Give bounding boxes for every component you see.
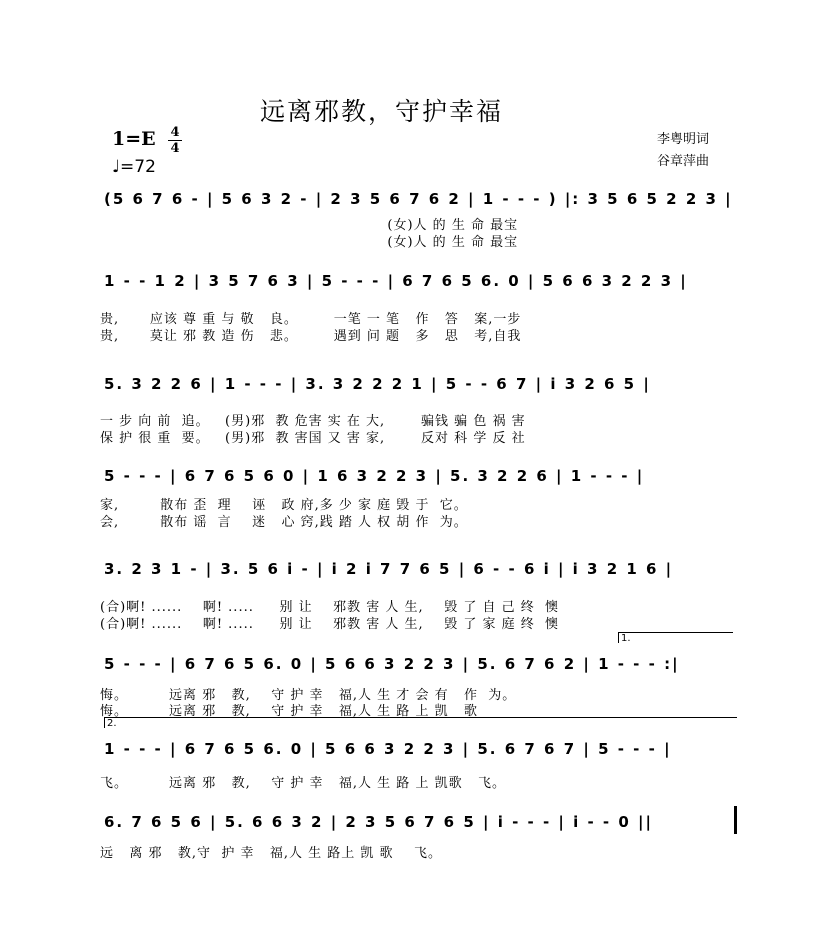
notation-line-3: 5. 3 2 2 6 | 1 - - - | 3. 3 2 2 2 1 | 5 - - 6 7 | i 3 2 6 5 | [104,375,651,393]
lyric-line-4b: 会, 散布 谣 言 迷 心 窍,践 踏 人 权 胡 作 为。 [100,515,468,530]
lyric-line-5a: (合)啊! ...... 啊! ..... 别 让 邪教 害 人 生, 毁 了 自 己 终 懊 [100,600,560,615]
lyric-line-4a: 家, 散布 歪 理 诬 政 府,多 少 家 庭 毁 于 它。 [100,498,468,513]
lyric-line-2a: 贵, 应该 尊 重 与 敬 良。 一笔 一 笔 作 答 案,一步 [100,312,522,327]
notation-line-4: 5 - - - | 6 7 6 5 6 0 | 1 6 3 2 2 3 | 5. 3 2 2 6 | 1 - - - | [104,467,645,485]
lyric-line-8a: 远 离 邪 教,守 护 幸 福,人 生 路上 凯 歌 飞。 [100,846,443,861]
lyric-line-6b: 悔。 远离 邪 教, 守 护 幸 福,人 生 路 上 凯 歌 [100,704,478,719]
lyric-line-5b: (合)啊! ...... 啊! ..... 别 让 邪教 害 人 生, 毁 了 家 庭 终 懊 [100,617,560,632]
lyric-line-2b: 贵, 莫让 邪 教 造 伤 悲。 遇到 问 题 多 思 考,自我 [100,329,522,344]
key-signature: 1=E [112,128,156,150]
notation-line-1: (5 6 7 6 - | 5 6 3 2 - | 2 3 5 6 7 6 2 | 1 - - - ) |: 3 5 6 5 2 2 3 | [104,190,733,208]
lyric-line-1b: (女)人 的 生 命 最宝 [100,235,519,250]
notation-line-6: 5 - - - | 6 7 6 5 6. 0 | 5 6 6 3 2 2 3 | 5. 6 7 6 2 | 1 - - - :| [104,655,680,673]
composer-credit: 谷章萍曲 [657,154,710,169]
lyric-line-3b: 保 护 很 重 要。 (男)邪 教 害国 又 害 家, 反对 科 学 反 社 [100,431,526,446]
lyric-line-3a: 一 步 向 前 追。 (男)邪 教 危害 实 在 大, 骗钱 骗 色 祸 害 [100,414,526,429]
notation-line-8: 6. 7 6 5 6 | 5. 6 6 3 2 | 2 3 5 6 7 6 5 | i - - - | i - - 0 || [104,813,653,831]
time-signature-top: 4 [170,125,180,140]
notation-line-7: 1 - - - | 6 7 6 5 6. 0 | 5 6 6 3 2 2 3 | 5. 6 7 6 7 | 5 - - - | [104,740,672,758]
volta-bracket-first: 1. [618,632,733,643]
final-barline [734,806,737,834]
tempo-marking: ♩=72 [112,157,156,177]
lyric-line-7a: 飞。 远离 邪 教, 守 护 幸 福,人 生 路 上 凯歌 飞。 [100,776,506,791]
time-signature [168,126,182,155]
lyricist-credit: 李粤明词 [657,132,710,147]
notation-line-5: 3. 2 3 1 - | 3. 5 6 i - | i 2 i 7 7 6 5 | 6 - - 6 i | i 3 2 1 6 | [104,560,674,578]
notation-line-2: 1 - - 1 2 | 3 5 7 6 3 | 5 - - - | 6 7 6 5 6. 0 | 5 6 6 3 2 2 3 | [104,272,688,290]
time-signature-bottom: 4 [170,141,180,156]
song-title: 远离邪教，守护幸福 [260,97,504,126]
lyric-line-1a: (女)人 的 生 命 最宝 [100,218,519,233]
lyric-line-6a: 悔。 远离 邪 教, 守 护 幸 福,人 生 才 会 有 作 为。 [100,688,517,703]
volta-bracket-second: 2. [104,717,737,728]
